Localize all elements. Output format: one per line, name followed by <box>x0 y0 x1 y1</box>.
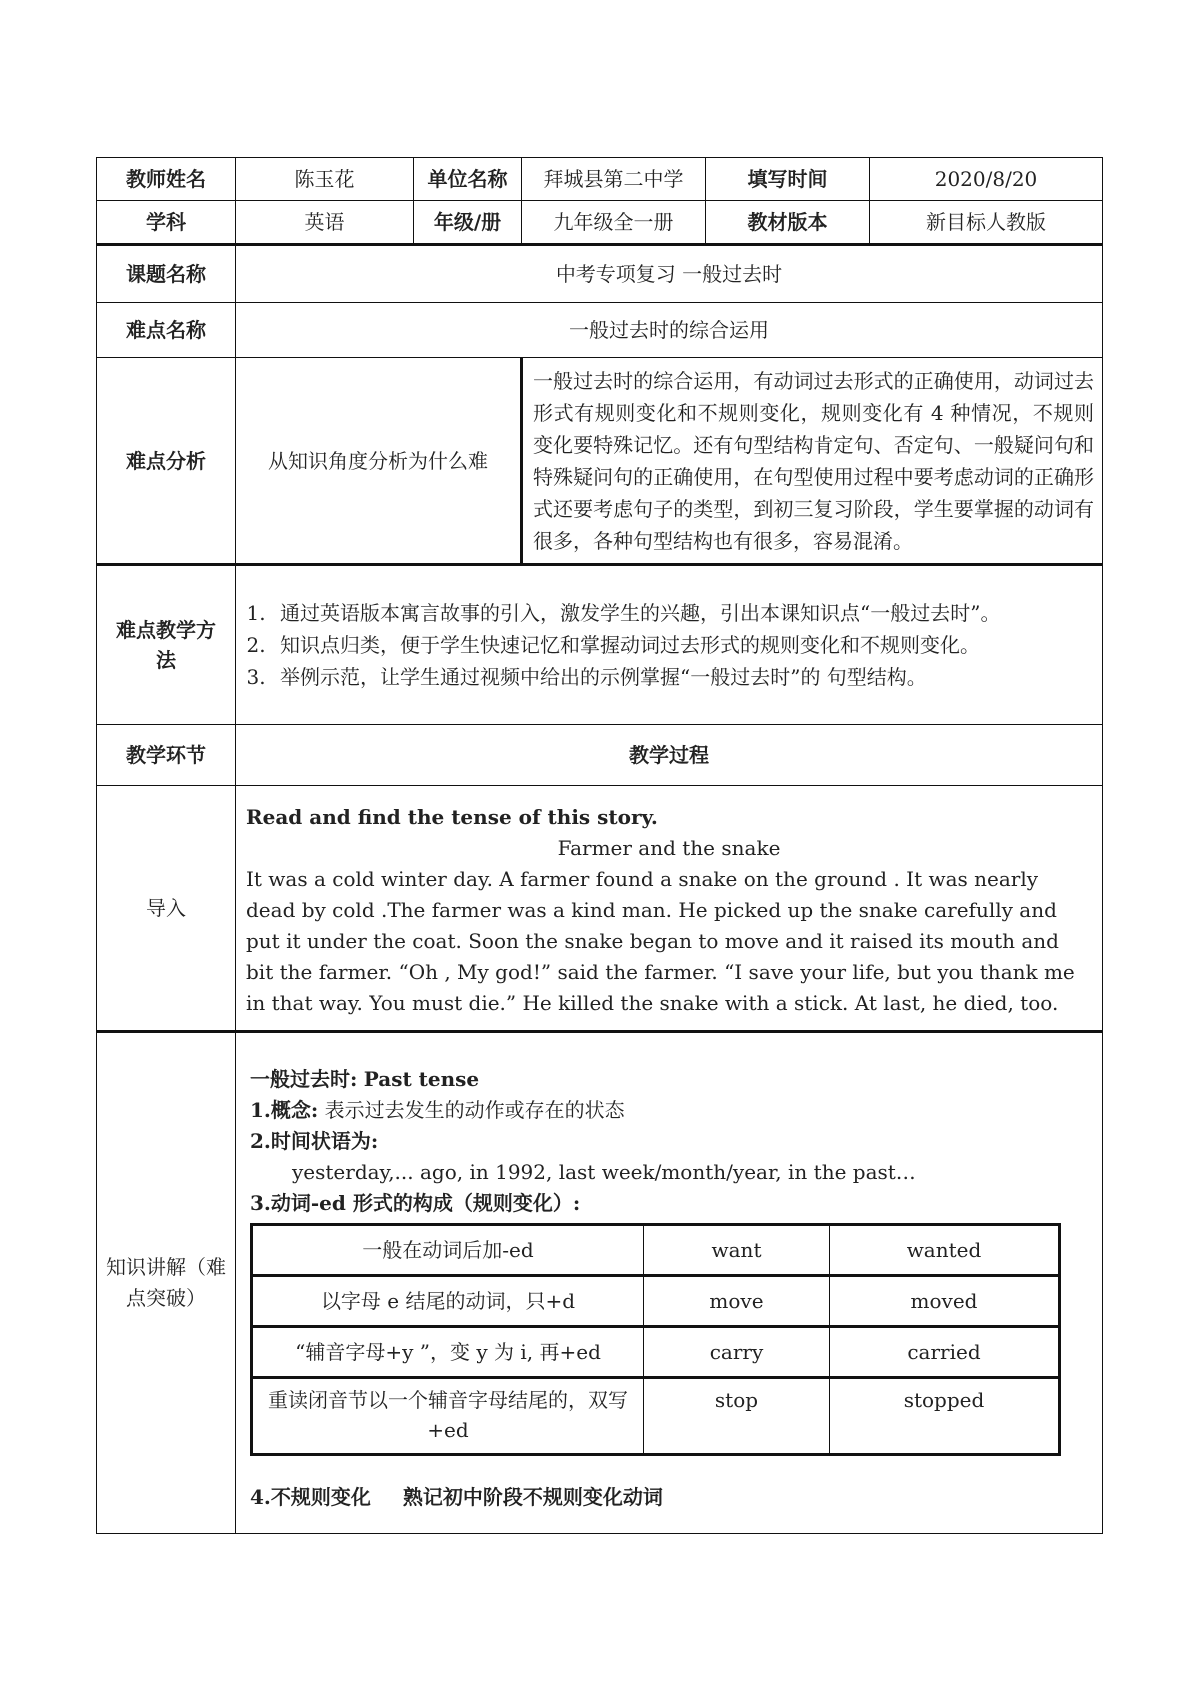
base-cell: move <box>644 1275 830 1326</box>
difficulty-row <box>97 303 1103 358</box>
lesson-plan-table <box>96 157 1103 1534</box>
teacher-value: 陈玉花 <box>236 158 414 201</box>
rule-cell: “辅音字母+y ”，变 y 为 i, 再+ed <box>252 1326 644 1377</box>
date-label: 填写时间 <box>706 158 870 201</box>
base-cell: carry <box>644 1326 830 1377</box>
table-row <box>252 1275 1060 1326</box>
teacher-label: 教师姓名 <box>97 158 236 201</box>
analysis-text: 一般过去时的综合运用，有动词过去形式的正确使用，动词过去形式有规则变化和不规则变化，规则变化有 4 种情况，不规则变化要特殊记忆。还有句型结构肯定句、否定句、一般疑问句和特殊疑问句的正确使用，在句型使用过程中要考虑动词的正确形式还要考虑句子的类型，到初三复习阶段，学生要掌握的动词有很多，各种句型结构也有很多，容易混淆。 <box>533 368 1094 553</box>
topic-row <box>97 245 1103 303</box>
base-cell: want <box>644 1224 830 1275</box>
time-label: 2.时间状语为: <box>250 1128 379 1153</box>
story-title: Farmer and the snake <box>557 835 781 860</box>
unit-value: 拜城县第二中学 <box>522 158 706 201</box>
analysis-label: 难点分析 <box>97 358 236 565</box>
intro-heading: Read and find the tense of this story. <box>246 804 658 829</box>
concept-text: 表示过去发生的动作或存在的状态 <box>324 1097 625 1122</box>
table-row <box>252 1377 1060 1454</box>
method-item: 1. 通过英语版本寓言故事的引入，激发学生的兴趣，引出本课知识点“一般过去时”。 <box>272 597 1094 629</box>
knowledge-row <box>97 1032 1103 1534</box>
past-cell: moved <box>830 1275 1060 1326</box>
difficulty-label: 难点名称 <box>97 303 236 358</box>
method-item: 3. 举例示范，让学生通过视频中给出的示例掌握“一般过去时”的 句型结构。 <box>272 661 1094 693</box>
section-header-row <box>97 725 1103 786</box>
lesson-plan-document <box>96 157 1102 1534</box>
irregular-text: 熟记初中阶段不规则变化动词 <box>402 1484 663 1509</box>
story-text: It was a cold winter day. A farmer found a snake on the ground . It was nearly dead by cold .The farmer was a kind man. He picked up the snake carefully and put it under the coat. Soon the snake began to move and it raised its mouth and bit the farmer. “Oh , My god!” said the farmer. “I save your life, but you thank me in that way. You must die.” He killed the snake with a stick. At last, he died, too. <box>246 866 1075 1015</box>
irregular-line <box>250 1482 1088 1513</box>
method-row <box>97 565 1103 725</box>
rule-cell: 以字母 e 结尾的动词，只+d <box>252 1275 644 1326</box>
header-row-1 <box>97 158 1103 201</box>
knowledge-cell <box>236 1032 1103 1534</box>
rule-cell: 重读闭音节以一个辅音字母结尾的，双写+ed <box>252 1377 644 1454</box>
method-label: 难点教学方法 <box>97 565 236 725</box>
rule-label: 3.动词-ed 形式的构成（规则变化）: <box>250 1190 581 1215</box>
topic-value: 中考专项复习 一般过去时 <box>236 245 1103 303</box>
unit-label: 单位名称 <box>414 158 522 201</box>
analysis-text-cell <box>522 358 1103 565</box>
concept-line <box>250 1095 1088 1126</box>
grade-label: 年级/册 <box>414 201 522 245</box>
intro-cell <box>236 786 1103 1032</box>
grade-value: 九年级全一册 <box>522 201 706 245</box>
intro-label: 导入 <box>97 786 236 1032</box>
analysis-row <box>97 358 1103 565</box>
base-cell: stop <box>644 1377 830 1454</box>
knowledge-label: 知识讲解（难点突破） <box>97 1032 236 1534</box>
edition-value: 新目标人教版 <box>870 201 1103 245</box>
time-text: yesterday,... ago, in 1992, last week/month/year, in the past… <box>292 1159 916 1184</box>
analysis-sub-label: 从知识角度分析为什么难 <box>236 358 522 565</box>
rule-cell: 一般在动词后加-ed <box>252 1224 644 1275</box>
past-cell: stopped <box>830 1377 1060 1454</box>
knowledge-title <box>250 1064 1088 1095</box>
past-cell: wanted <box>830 1224 1060 1275</box>
past-cell: carried <box>830 1326 1060 1377</box>
regular-rules-table <box>250 1223 1061 1456</box>
subject-label: 学科 <box>97 201 236 245</box>
date-value: 2020/8/20 <box>870 158 1103 201</box>
difficulty-value: 一般过去时的综合运用 <box>236 303 1103 358</box>
topic-label: 课题名称 <box>97 245 236 303</box>
section-label: 教学环节 <box>97 725 236 786</box>
irregular-label: 4.不规则变化 <box>250 1484 371 1509</box>
subject-value: 英语 <box>236 201 414 245</box>
header-row-2 <box>97 201 1103 245</box>
method-list-cell <box>236 565 1103 725</box>
intro-row <box>97 786 1103 1032</box>
table-row <box>252 1224 1060 1275</box>
knowledge-title-cn: 一般过去时: <box>250 1066 358 1091</box>
knowledge-title-en: Past tense <box>363 1066 480 1091</box>
method-item: 2. 知识点归类，便于学生快速记忆和掌握动词过去形式的规则变化和不规则变化。 <box>272 629 1094 661</box>
section-value: 教学过程 <box>236 725 1103 786</box>
concept-label: 1.概念: <box>250 1097 319 1122</box>
edition-label: 教材版本 <box>706 201 870 245</box>
table-row <box>252 1326 1060 1377</box>
method-list <box>236 597 1102 693</box>
